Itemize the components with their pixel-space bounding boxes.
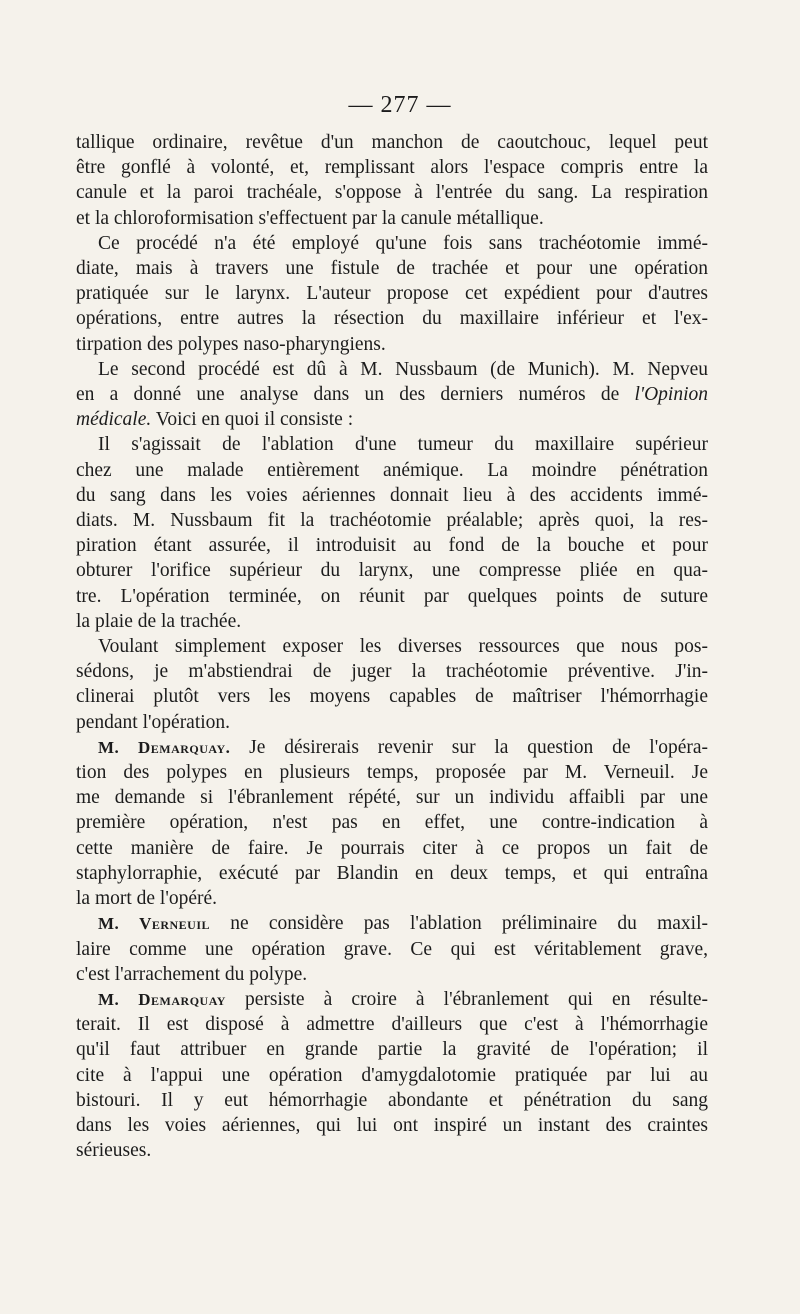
text-line: Ce procédé n'a été employé qu'une fois sans trachéotomie immé- — [98, 232, 708, 254]
paragraph — [76, 432, 708, 634]
text-line: Il s'agissait de l'ablation d'une tumeur du maxillaire supérieur — [98, 434, 708, 456]
text-line: qu'il faut attribuer en grande partie la gravité de l'opération; il — [76, 1039, 708, 1061]
text-line: Le second procédé est dû à M. Nussbaum (de Munich). M. Nepveu — [98, 358, 708, 380]
text-line: c'est l'arrachement du polype. — [76, 963, 308, 985]
paragraph — [76, 231, 708, 357]
text-line: canule et la paroi trachéale, s'oppose à l'entrée du sang. La respiration — [76, 182, 708, 204]
text-span: Je désirerais revenir sur la question de l'opéra- — [230, 736, 709, 758]
text-line: piration étant assurée, il introduisit au fond de la bouche et pour — [76, 535, 708, 557]
paragraph — [76, 987, 708, 1163]
text-line: staphylorraphie, exécuté par Blandin en deux temps, et qui entraîna — [76, 862, 708, 884]
text-line: me demande si l'ébranlement répété, sur un individu affaibli par une — [76, 787, 708, 809]
text-line — [76, 911, 708, 936]
page-number: — 277 — — [348, 92, 452, 118]
speaker-name: M. Demarquay. — [98, 737, 231, 757]
text-line: bistouri. Il y eut hémorrhagie abondante et pénétration du sang — [76, 1089, 708, 1111]
text-line — [76, 382, 708, 407]
journal-title: l'Opinion — [634, 384, 708, 406]
text-line: tirpation des polypes naso-pharyngiens. — [76, 333, 386, 355]
text-span: Voici en quoi il consiste : — [155, 409, 354, 431]
speaker-name: M. Verneuil — [98, 914, 211, 934]
text-line: première opération, n'est pas en effet, une contre-indication à — [76, 812, 708, 834]
text-span: persiste à croire à l'ébranlement qui en résulte- — [225, 988, 708, 1010]
text-line: Voulant simplement exposer les diverses ressources que nous pos- — [98, 636, 708, 658]
text-line: diats. M. Nussbaum fit la trachéotomie préalable; après quoi, la res- — [76, 510, 708, 532]
text-line: sérieuses. — [76, 1140, 152, 1162]
text-line: et la chloroformisation s'effectuent par la canule métallique. — [76, 207, 544, 229]
text-line: pratiquée sur le larynx. L'auteur propose cet expédient pour d'autres — [76, 283, 708, 305]
text-line: être gonflé à volonté, et, remplissant alors l'espace compris entre la — [76, 157, 708, 179]
paragraph — [76, 634, 708, 735]
text-line: sédons, je m'abstiendrai de juger la trachéotomie préventive. J'in- — [76, 661, 708, 683]
text-line: pendant l'opération. — [76, 711, 231, 733]
text-line: tre. L'opération terminée, on réunit par quelques points de suture — [76, 585, 708, 607]
text-span: en a donné une analyse dans un des derniers numéros de — [76, 384, 635, 406]
text-line: diate, mais à travers une fistule de trachée et pour une opération — [76, 258, 708, 280]
text-line: tion des polypes en plusieurs temps, proposée par M. Verneuil. Je — [76, 762, 708, 784]
text-line: terait. Il est disposé à admettre d'ailleurs que c'est à l'hémorrhagie — [76, 1014, 708, 1036]
paragraph — [76, 911, 708, 987]
text-line: du sang dans les voies aériennes donnait lieu à des accidents immé- — [76, 484, 708, 506]
text-line: tallique ordinaire, revêtue d'un manchon de caoutchouc, lequel peut — [76, 132, 708, 153]
paragraph — [76, 130, 708, 231]
text-line: cette manière de faire. Je pourrais citer à ce propos un fait de — [76, 837, 708, 859]
text-line — [76, 407, 708, 432]
text-line: dans les voies aériennes, qui lui ont inspiré un instant des craintes — [76, 1114, 708, 1136]
text-line: la plaie de la trachée. — [76, 610, 242, 632]
text-line: opérations, entre autres la résection du maxillaire inférieur et l'ex- — [76, 308, 708, 330]
speaker-name: M. Demarquay — [98, 989, 226, 1009]
text-line: laire comme une opération grave. Ce qui est véritablement grave, — [76, 938, 708, 960]
text-line: clinerai plutôt vers les moyens capables de maîtriser l'hémorrhagie — [76, 686, 708, 708]
text-line — [76, 735, 708, 760]
text-line: cite à l'appui une opération d'amygdalotomie pratiquée par lui au — [76, 1064, 708, 1086]
paragraph — [76, 735, 708, 911]
text-span: ne considère pas l'ablation préliminaire du maxil- — [210, 913, 708, 935]
text-line: la mort de l'opéré. — [76, 888, 218, 910]
text-line — [76, 987, 708, 1012]
journal-title: médicale. — [76, 409, 152, 431]
text-body — [76, 130, 708, 1163]
paragraph — [76, 357, 708, 433]
text-line: obturer l'orifice supérieur du larynx, une compresse pliée en qua- — [76, 560, 708, 582]
text-line: chez une malade entièrement anémique. La moindre pénétration — [76, 459, 708, 481]
